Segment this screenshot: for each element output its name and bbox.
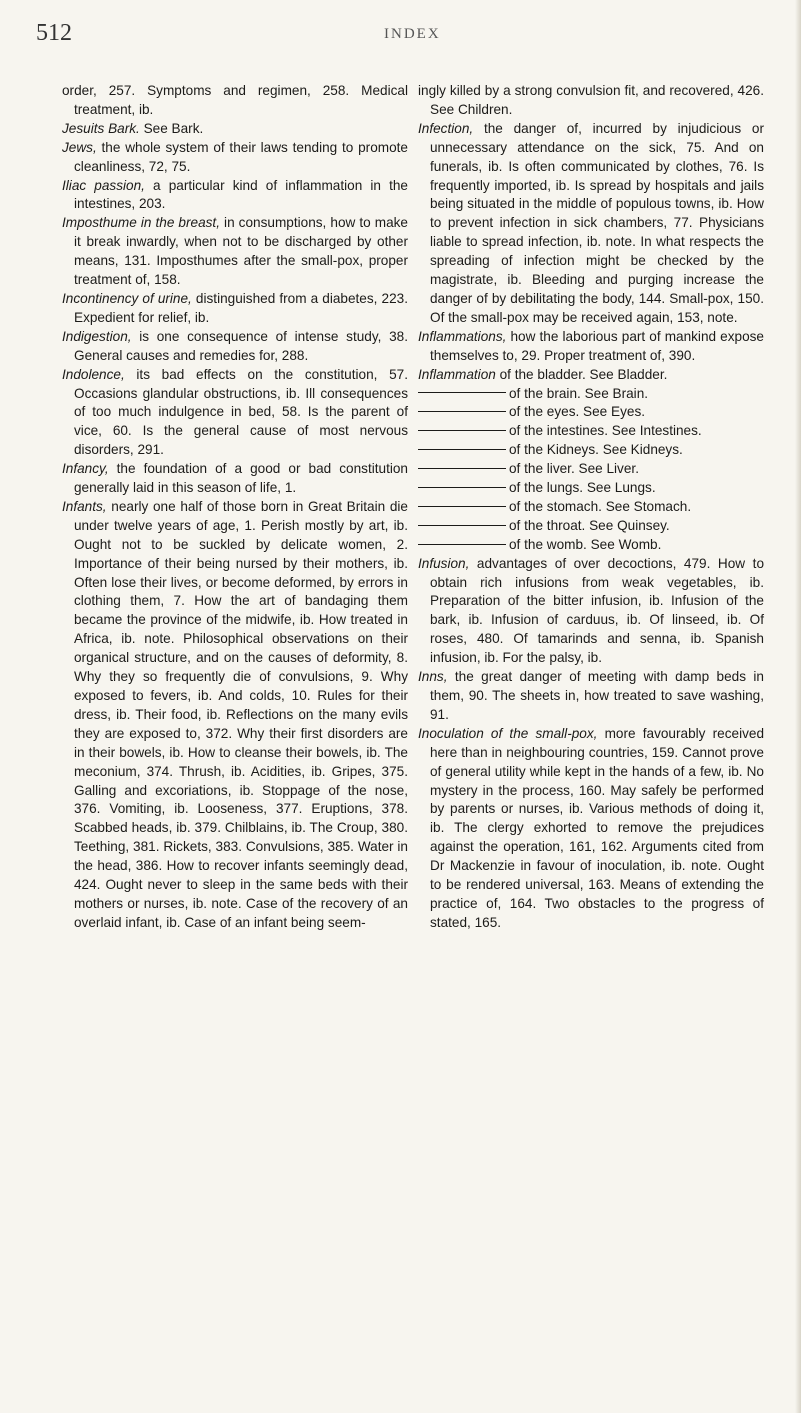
- page-number: 512: [36, 20, 72, 46]
- ditto-rule: [418, 487, 506, 488]
- index-entry-text: of the intestines. See Intestines.: [509, 423, 702, 439]
- index-entry: [418, 498, 764, 517]
- page-header: [0, 20, 801, 60]
- index-entry: [418, 536, 764, 555]
- index-heading: Infants,: [62, 498, 107, 514]
- ditto-rule: [418, 392, 506, 393]
- index-entry: [418, 422, 764, 441]
- index-entry-text: of the Kidneys. See Kidneys.: [509, 442, 683, 458]
- index-heading: Infection,: [418, 120, 474, 136]
- index-heading: Indigestion,: [62, 328, 132, 344]
- index-entry-text: of the womb. See Womb.: [509, 536, 662, 552]
- index-entry: [418, 403, 764, 422]
- index-heading: Inflammation: [418, 366, 496, 382]
- index-entry: [418, 120, 764, 328]
- index-entry-text: of the eyes. See Eyes.: [509, 404, 646, 420]
- index-entry-text: its bad effects on the constitution, 57. Occasions glandular obstructions, ib. Ill consequences of too much indulgence in bed, 58. Is the parent of vice, 60. Is the general cause of most nervous disorders, 291.: [74, 366, 408, 458]
- index-entry: [418, 725, 764, 933]
- ditto-rule: [418, 468, 506, 469]
- index-entry-text: nearly one half of those born in Great Britain die under twelve years of age, 1. Perish mostly by art, ib. Ought not to be suckled by delicate women, 2. Importance of their being nursed by their mothers, ib. Often lose their lives, or become deformed, by errors in clothing them, 7. How the art of bandaging them became the province of the midwife, ib. How treated in Africa, ib. note. Philosophical observations on their organical structure, and on the causes of deformity, 8. Why they so frequently die of convulsions, 9. Why exposed to fevers, ib. And colds, 10. Rules for their dress, ib. Their food, ib. Reflections on the many evils they are exposed to, 372. Why their first disorders are in their bowels, ib. How to cleanse their bowels, ib. The meconium, 374. Thrush, ib. Acidities, ib. Gripes, 375. Galling and excoriations, ib. Stoppage of the nose, 376. Vomiting, ib. Looseness, 377. Eruptions, 378. Scabbed heads, ib. 379. Chilblains, ib. The Croup, 380. Teething, 381. Rickets, 383. Convulsions, 385. Water in the head, 386. How to recover infants seemingly dead, 424. Ought never to sleep in the same beds with their mothers or nurses, ib. note. Case of the recovery of an overlaid infant, ib. Case of an infant being seem-: [74, 498, 408, 930]
- index-entry: [418, 460, 764, 479]
- index-entry-text: more favourably received here than in neighbouring countries, 159. Cannot prove of general utility while kept in the hands of a few, ib. No mystery in the process, 160. May safely be performed by parents or nurses, ib. Various methods of doing it, ib. The clergy exhorted to remove the prejudices against the operation, 161, 162. Arguments cited from Dr Mackenzie in favour of inoculation, ib. note. Ought to be rendered universal, 163. Means of extending the practice of, 164. Two obstacles to the progress of stated, 165.: [430, 725, 765, 930]
- index-entry: [418, 479, 764, 498]
- index-entry-text: of the bladder. See Bladder.: [495, 366, 668, 382]
- index-entry-text: is one consequence of intense study, 38. General causes and remedies for, 288.: [74, 328, 408, 363]
- index-entry-text: advantages of over decoctions, 479. How to obtain rich infusions from weak vegetables, ib. Preparation of the bitter infusion, ib. Infusion of the bark, ib. Infusion of carduus, ib. Of linseed, ib. Of roses, 480. Of tamarinds and senna, ib. Spanish infusion, ib. For the palsy, ib.: [430, 555, 764, 666]
- index-entry-text: of the liver. See Liver.: [509, 461, 639, 477]
- index-entry: [62, 139, 408, 177]
- index-entry: [62, 460, 408, 498]
- ditto-rule: [418, 544, 506, 545]
- index-heading: Jews,: [62, 139, 97, 155]
- index-column-right: [418, 82, 764, 933]
- ditto-rule: [418, 506, 506, 507]
- index-heading: Imposthume in the breast,: [62, 215, 220, 231]
- index-entry: [418, 441, 764, 460]
- index-entry: [418, 517, 764, 536]
- page-edge-shadow: [795, 0, 801, 1413]
- index-heading: Inflammations,: [418, 328, 507, 344]
- ditto-rule: [418, 430, 506, 431]
- index-entry-text: the great danger of meeting with damp beds in them, 90. The sheets in, how treated to save washing, 91.: [430, 669, 764, 722]
- index-heading: Inns,: [418, 669, 448, 685]
- index-entry-text: distinguished from a diabetes, 223. Expedient for relief, ib.: [74, 290, 408, 325]
- index-entry: [418, 385, 764, 404]
- index-entry-text: of the stomach. See Stomach.: [509, 498, 692, 514]
- index-entry-text: of the lungs. See Lungs.: [509, 480, 656, 496]
- index-entry: [62, 290, 408, 328]
- index-entry-text: a particular kind of inflammation in the intestines, 203.: [74, 177, 408, 212]
- index-entry: [62, 177, 408, 215]
- index-entry: [62, 120, 408, 139]
- index-entry: [62, 328, 408, 366]
- index-entry-text: in consumptions, how to make it break inwardly, when not to be discharged by other means, 131. Imposthumes after the small-pox, proper treatment of, 158.: [74, 215, 408, 288]
- index-entry-text: order, 257. Symptoms and regimen, 258. Medical treatment, ib.: [62, 83, 408, 117]
- index-entry-text: the whole system of their laws tending to promote cleanliness, 72, 75.: [74, 139, 408, 174]
- index-entry: [62, 366, 408, 461]
- running-head: INDEX: [384, 26, 441, 42]
- index-heading: Indolence,: [62, 366, 125, 382]
- index-heading: Jesuits Bark.: [62, 120, 140, 136]
- index-entry-text: ingly killed by a strong convulsion fit, and recovered, 426. See Children.: [418, 83, 764, 117]
- index-column-left: [62, 82, 408, 933]
- index-entry-text: See Bark.: [139, 120, 204, 136]
- index-entry: [62, 214, 408, 290]
- index-entry: [418, 82, 764, 120]
- index-entry-text: of the throat. See Quinsey.: [509, 517, 670, 533]
- index-heading: Infusion,: [418, 555, 470, 571]
- index-entry-text: how the laborious part of mankind expose themselves to, 29. Proper treatment of, 390.: [430, 328, 764, 363]
- index-heading: Infancy,: [62, 461, 109, 477]
- index-entry: [418, 366, 764, 385]
- index-heading: Inoculation of the small-pox,: [418, 725, 598, 741]
- index-entry: [418, 668, 764, 725]
- index-entry: [62, 498, 408, 933]
- index-entry-text: the foundation of a good or bad constitution generally laid in this season of life, 1.: [74, 461, 408, 496]
- index-entry: [62, 82, 408, 120]
- ditto-rule: [418, 449, 506, 450]
- index-heading: Iliac passion,: [62, 177, 145, 193]
- index-entry: [418, 328, 764, 366]
- index-heading: Incontinency of urine,: [62, 290, 192, 306]
- ditto-rule: [418, 411, 506, 412]
- index-entry-text: the danger of, incurred by injudicious or unnecessary attendance on the sick, 75. And on funerals, ib. Is often communicated by clothes, 76. Is frequently imported, ib. Is spread by hospitals and jails being situated in the middle of populous towns, ib. How to prevent infection in sick chambers, 77. Physicians liable to spread infection, ib. note. In what respects the spreading of infection might be checked by the magistrate, ib. Bleeding and purging increase the danger of by debilitating the body, 144. Small-pox, 150. Of the small-pox may be received again, 153, note.: [430, 120, 764, 325]
- ditto-rule: [418, 525, 506, 526]
- index-entry: [418, 555, 764, 668]
- index-entry-text: of the brain. See Brain.: [509, 385, 649, 401]
